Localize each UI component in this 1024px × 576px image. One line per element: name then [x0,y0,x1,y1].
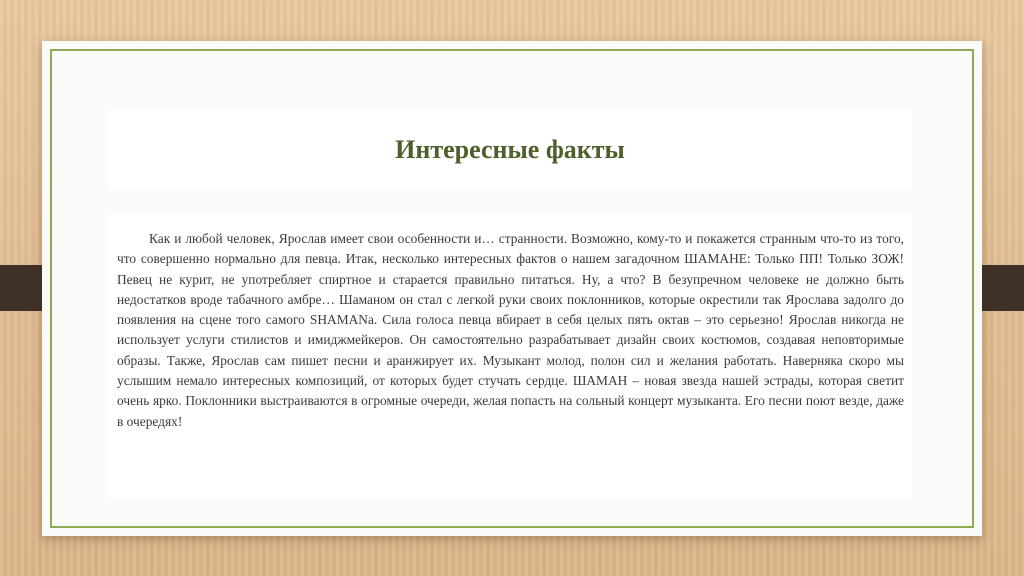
slide-body-text: Как и любой человек, Ярослав имеет свои особенности и… странности. Возможно, кому-то и покажется странным что-то из того, что совершенно нормально для певца. Итак, несколько интересных фактов о нашем загадочном ШАМАНЕ: Только ПП! Только ЗОЖ! Певец не курит, не употребляет спиртное и старается правильно питаться. Ну, а что? В безупречном человеке не должно быть недостатков вроде табачного амбре… Шаманом он стал с легкой руки своих поклонников, которые окрестили так Ярослава задолго до появления на сцене того самого SHAMANа. Сила голоса певца вбирает в себя целых пять октав – это серьезно! Ярослав никогда не использует услуги стилистов и имиджмейкеров. Он самостоятельно разрабатывает дизайн своих костюмов, создавая неповторимые образы. Также, Ярослав сам пишет песни и аранжирует их. Музыкант молод, полон сил и желания работать. Наверняка скоро мы услышим немало интересных композиций, от которых будет стучать сердце. ШАМАН – новая звезда нашей эстрады, которая светит очень ярко. Поклонники выстраиваются в огромные очереди, желая попасть на сольный концерт музыканта. Его песни поют везде, даже в очередях! [117,231,904,429]
slide-card [42,41,982,536]
slide-title: Интересные факты [395,135,625,164]
content-placeholder[interactable] [108,213,912,499]
title-placeholder[interactable] [108,109,912,191]
